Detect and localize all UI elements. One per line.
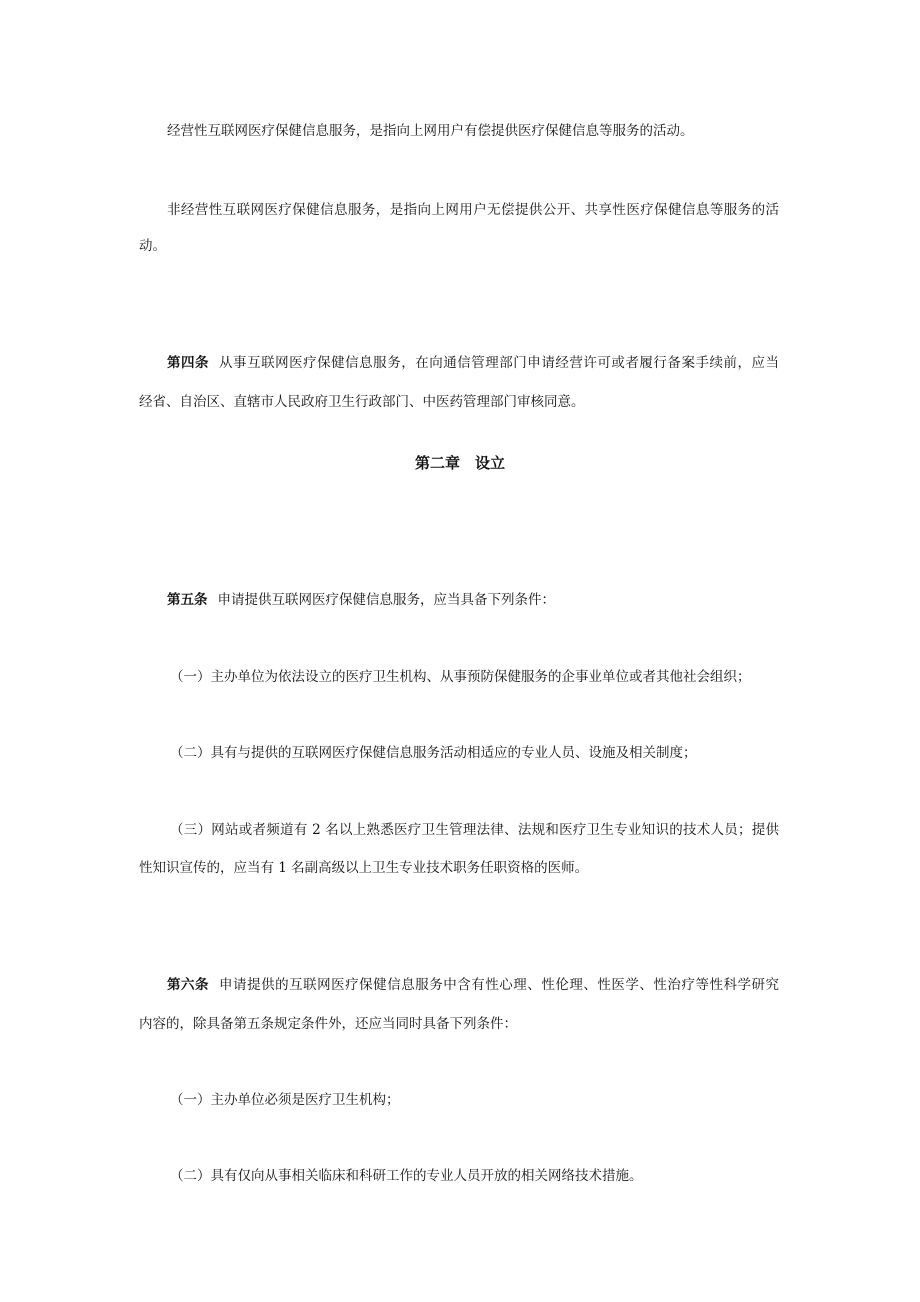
chapter-2-heading: 第二章 设立 [414,454,505,472]
article-5-item-1: （一）主办单位为依法设立的医疗卫生机构、从事预防保健服务的企事业单位或者其他社会组织； [170,669,751,685]
paragraph-noncommercial-definition-line1: 非经营性互联网医疗保健信息服务，是指向上网用户无偿提供公开、共享性医疗保健信息等服务的活 [167,202,779,218]
article-4-line2: 经省、自治区、直辖市人民政府卫生行政部门、中医药管理部门审核同意。 [139,394,585,410]
article-4-text: 从事互联网医疗保健信息服务，在向通信管理部门申请经营许可或者履行备案手续前，应当 [219,355,780,371]
article-5-item-2: （二）具有与提供的互联网医疗保健信息服务活动相适应的专业人员、设施及相关制度； [170,745,697,761]
article-5-item-3-line2: 性知识宣传的，应当有 1 名副高级以上卫生专业技术职务任职资格的医师。 [139,860,589,876]
article-5-item-3-line1: （三）网站或者频道有 2 名以上熟悉医疗卫生管理法律、法规和医疗卫生专业知识的技术人员；提供 [170,822,779,838]
paragraph-commercial-definition: 经营性互联网医疗保健信息服务，是指向上网用户有偿提供医疗保健信息等服务的活动。 [167,123,694,139]
article-6-label: 第六条 [167,977,210,993]
article-5-text: 申请提供互联网医疗保健信息服务，应当具备下列条件： [217,592,555,608]
article-4-line1 [167,355,779,371]
article-5-line1 [167,592,555,608]
article-6-line1 [167,977,779,993]
paragraph-noncommercial-definition-line2: 动。 [139,238,166,254]
article-5-label: 第五条 [167,592,208,608]
article-6-line2: 内容的，除具备第五条规定条件外，还应当同时具备下列条件： [139,1016,517,1032]
article-4-label: 第四条 [167,355,210,371]
article-6-item-2: （二）具有仅向从事相关临床和科研工作的专业人员开放的相关网络技术措施。 [170,1168,643,1184]
article-6-text: 申请提供的互联网医疗保健信息服务中含有性心理、性伦理、性医学、性治疗等性科学研究 [219,977,780,993]
article-6-item-1: （一）主办单位必须是医疗卫生机构； [170,1092,400,1108]
